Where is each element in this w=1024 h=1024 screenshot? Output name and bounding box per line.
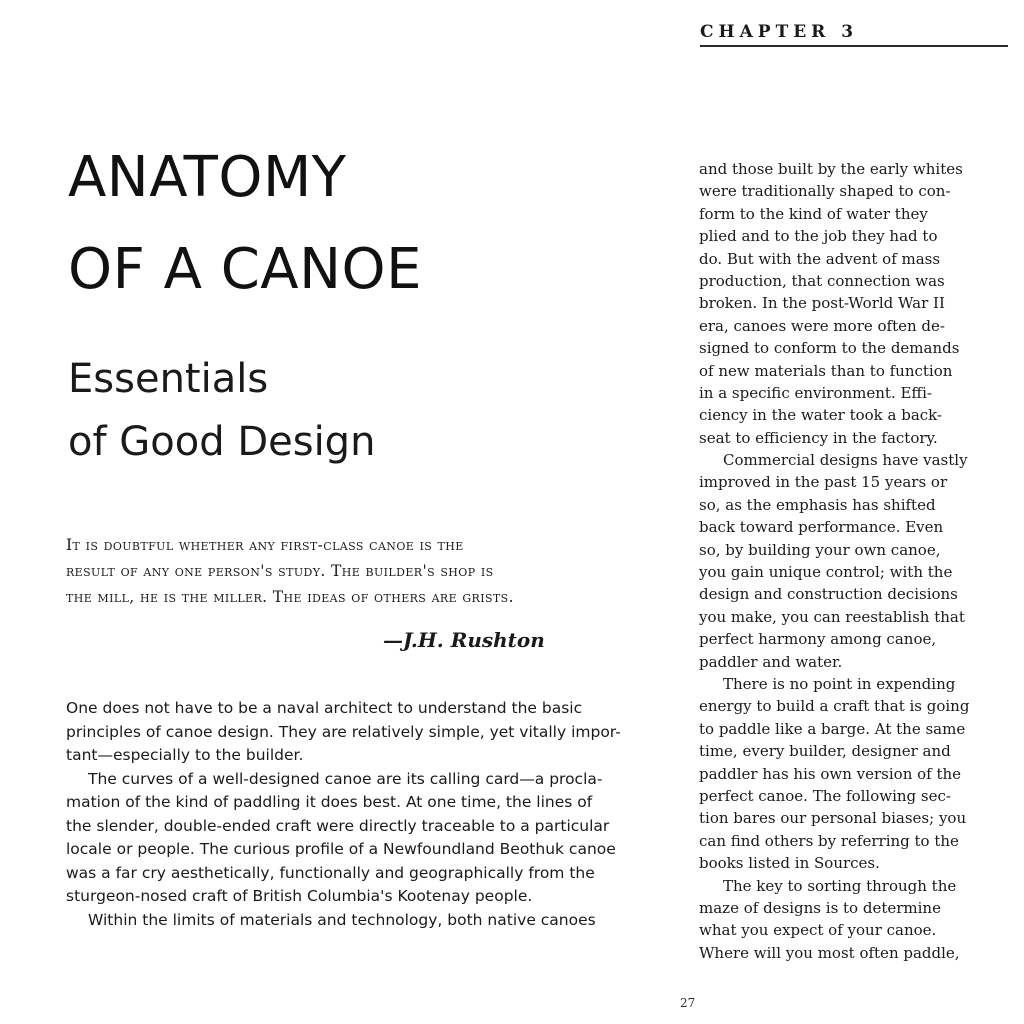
subtitle-line-2: of Good Design — [68, 419, 376, 465]
body-line: The curves of a well-designed canoe are its calling card—a procla- — [88, 769, 603, 788]
column-line: were traditionally shaped to con- — [699, 182, 951, 201]
column-line: time, every builder, designer and — [699, 742, 951, 761]
chapter-subtitle — [68, 352, 668, 469]
column-line: and those built by the early whites — [699, 160, 963, 178]
header-rule — [700, 45, 1008, 47]
epigraph-quote — [66, 532, 676, 610]
body-line: sturgeon-nosed craft of British Columbia's Kootenay people. — [66, 887, 533, 905]
column-line: perfect harmony among canoe, — [699, 630, 937, 649]
body-line: principles of canoe design. They are relatively simple, yet vitally impor- — [66, 722, 621, 741]
column-line: signed to conform to the demands — [699, 339, 960, 358]
column-line: you gain unique control; with the — [699, 563, 953, 582]
epigraph-line: It is doubtful whether any first-class canoe is the — [66, 536, 464, 554]
body-text-right — [699, 158, 1009, 964]
column-line: era, canoes were more often de- — [699, 316, 945, 335]
epigraph-line: the mill, he is the miller. The ideas of others are grists. — [66, 588, 514, 606]
column-line: tion bares our personal biases; you — [699, 809, 967, 828]
title-line-2: OF A CANOE — [68, 237, 422, 302]
body-line: One does not have to be a naval architect to understand the basic — [66, 699, 583, 717]
epigraph-attribution: —J.H. Rushton — [383, 628, 545, 652]
column-line: to paddle like a barge. At the same — [699, 719, 966, 738]
column-line: back toward performance. Even — [699, 518, 944, 537]
epigraph-line: result of any one person's study. The builder's shop is — [66, 562, 494, 580]
column-line: you make, you can reestablish that — [699, 607, 965, 626]
column-line: ciency in the water took a back- — [699, 406, 943, 425]
column-line: so, by building your own canoe, — [699, 540, 941, 559]
column-line: books listed in Sources. — [699, 854, 880, 873]
column-line: what you expect of your canoe. — [699, 921, 937, 940]
subtitle-line-1: Essentials — [68, 356, 269, 402]
column-line: improved in the past 15 years or — [699, 473, 948, 492]
column-line: Commercial designs have vastly — [723, 451, 968, 470]
column-line: do. But with the advent of mass — [699, 249, 941, 268]
column-line: perfect canoe. The following sec- — [699, 786, 951, 805]
title-line-1: ANATOMY — [68, 145, 347, 210]
column-line: design and construction decisions — [699, 585, 958, 604]
column-line: can find others by referring to the — [699, 831, 959, 850]
body-line: was a far cry aesthetically, functionally and geographically from the — [66, 863, 595, 882]
body-line: Within the limits of materials and technology, both native canoes — [88, 910, 596, 929]
column-line: so, as the emphasis has shifted — [699, 495, 936, 514]
column-line: broken. In the post-World War II — [699, 294, 945, 313]
column-line: production, that connection was — [699, 271, 945, 290]
column-line: paddler has his own version of the — [699, 764, 962, 783]
column-line: Where will you most often paddle, — [699, 943, 960, 962]
column-line: plied and to the job they had to — [699, 227, 938, 246]
body-line: tant—especially to the builder. — [66, 746, 304, 764]
column-line: maze of designs is to determine — [699, 898, 941, 917]
column-line: paddler and water. — [699, 652, 843, 671]
chapter-running-header: CHAPTER 3 — [700, 22, 859, 42]
column-line: of new materials than to function — [699, 361, 953, 380]
chapter-title — [68, 147, 668, 301]
column-line: The key to sorting through the — [723, 876, 957, 895]
body-text-left — [66, 697, 686, 932]
body-line: the slender, double-ended craft were directly traceable to a particular — [66, 816, 610, 835]
column-line: There is no point in expending — [723, 674, 956, 693]
body-line: mation of the kind of paddling it does best. At one time, the lines of — [66, 793, 593, 811]
column-line: in a specific environment. Effi- — [699, 383, 932, 402]
column-line: energy to build a craft that is going — [699, 697, 970, 716]
column-line: form to the kind of water they — [699, 204, 928, 223]
body-line: locale or people. The curious profile of a Newfoundland Beothuk canoe — [66, 840, 616, 858]
column-line: seat to efficiency in the factory. — [699, 428, 938, 447]
page-number: 27 — [680, 996, 696, 1010]
